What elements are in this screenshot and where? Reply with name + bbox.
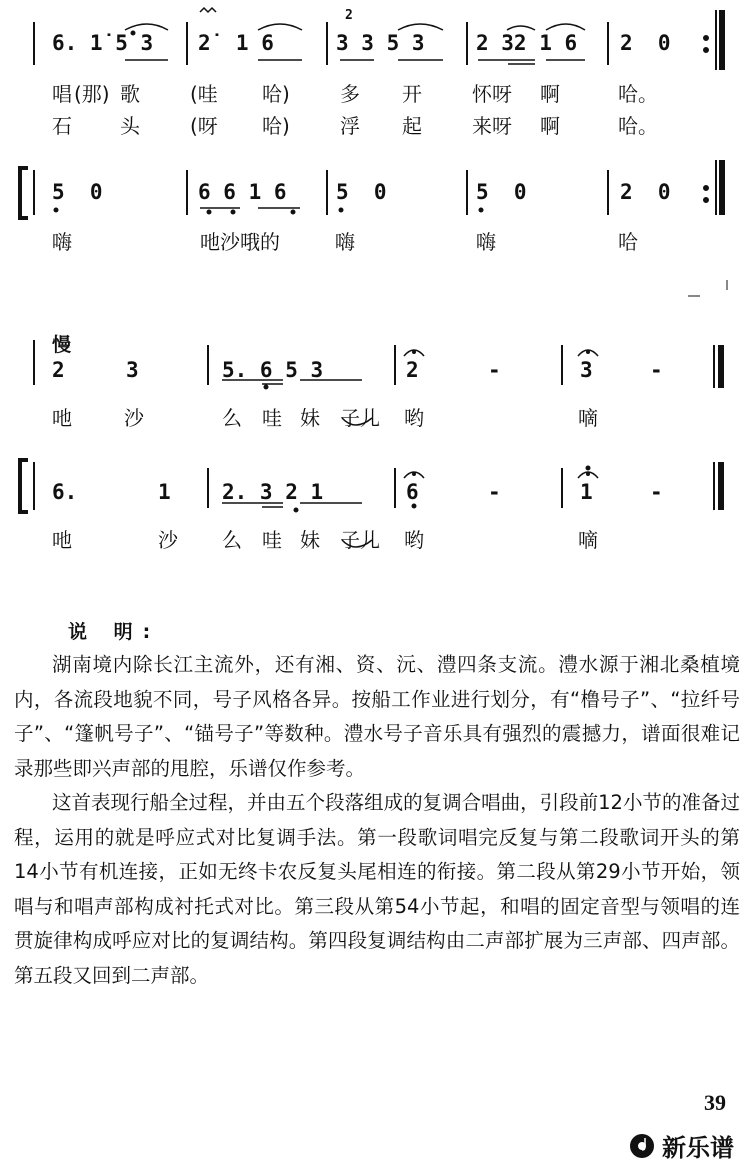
s2-upper-lyric: 子儿 bbox=[340, 406, 380, 430]
lyric-v1: (哇 bbox=[190, 82, 218, 106]
lyric-v2: (呀 bbox=[190, 114, 218, 138]
lyric-lower: 吔沙哦的 bbox=[200, 230, 280, 254]
lyric-v1: 歌 bbox=[120, 82, 140, 106]
s2-lower-notes: 1 bbox=[158, 480, 171, 504]
explanation-paragraph: 湖南境内除长江主流外，还有湘、资、沅、澧四条支流。澧水源于湘北桑植境内，各流段地貌不同，号子风格各异。按船工作业进行划分，有“橹号子”、“拉纤号子”、“篷帆号子”、“锚号子”等数种。澧水号子音乐具有强烈的震撼力，谱面很难记录那些即兴声部的甩腔，乐谱仅作参考。 bbox=[14, 653, 740, 780]
s2-lower-notes: 6. bbox=[52, 480, 78, 504]
s2-upper-lyric: 哇 bbox=[262, 406, 282, 430]
page-number: 39 bbox=[704, 1090, 726, 1115]
lyric-v1: 唱 bbox=[52, 82, 72, 106]
measure-5-notes: 2 0 bbox=[620, 31, 671, 55]
s2-lower-notes: - bbox=[488, 480, 501, 504]
lyric-lower: 嗨 bbox=[335, 230, 355, 254]
watermark-text: 新乐谱 bbox=[662, 1134, 734, 1162]
s2-upper-lyric: 沙 bbox=[124, 406, 144, 430]
lyric-v1: 多 bbox=[340, 82, 360, 106]
s2-upper-notes: - bbox=[488, 358, 501, 382]
measure-1-notes: 6. 1̇ 5 3 bbox=[52, 31, 154, 55]
tempo-marking: 慢 bbox=[52, 334, 72, 356]
lyric-v1: 怀呀 bbox=[472, 82, 512, 106]
lyric-lower: 哈 bbox=[618, 230, 638, 254]
lower-measure-1-notes: 5 0 bbox=[52, 180, 103, 204]
lyric-v2: 啊 bbox=[540, 114, 560, 138]
s2-lower-notes: - bbox=[650, 480, 663, 504]
measure-3-notes: 3 3 5 3 bbox=[336, 31, 425, 55]
s2-upper-lyric: 哟 bbox=[404, 406, 424, 430]
s2-lower-notes: 1 bbox=[580, 480, 593, 504]
s2-lower-lyric: 妹 bbox=[300, 528, 320, 552]
lyric-v2: 来呀 bbox=[472, 114, 512, 138]
lyric-v2: 哈。 bbox=[618, 114, 658, 138]
lyric-v1: 开 bbox=[402, 82, 422, 106]
explanation-heading: 说 明: bbox=[68, 621, 161, 643]
lyric-v2: 头 bbox=[120, 114, 140, 138]
s2-upper-notes: 5. 6 5 3 bbox=[222, 358, 324, 382]
lyric-v1: 哈) bbox=[262, 82, 290, 106]
s2-lower-notes: 6 bbox=[406, 480, 419, 504]
s2-lower-lyric: 哇 bbox=[262, 528, 282, 552]
s2-lower-notes: 2. 3 2 1 bbox=[222, 480, 324, 504]
s2-upper-notes: - bbox=[650, 358, 663, 382]
music-disc-icon bbox=[628, 1132, 656, 1160]
lower-measure-5-notes: 2 0 bbox=[620, 180, 671, 204]
lyric-lower: 嗨 bbox=[52, 230, 72, 254]
s2-lower-lyric: 么 bbox=[222, 528, 242, 552]
site-watermark bbox=[628, 1128, 734, 1163]
lyric-v1: (那) bbox=[74, 82, 110, 106]
s2-lower-lyric: 子儿 bbox=[340, 528, 380, 552]
lower-measure-3-notes: 5 0 bbox=[336, 180, 387, 204]
s2-upper-lyric: 吔 bbox=[52, 406, 72, 430]
s2-upper-notes: 2 bbox=[406, 358, 419, 382]
lyric-v1: 哈。 bbox=[618, 82, 658, 106]
measure-2-notes: 2̇ 1 6 bbox=[198, 31, 274, 55]
lyric-v2: 哈) bbox=[262, 114, 290, 138]
s2-lower-lyric: 哟 bbox=[404, 528, 424, 552]
lower-measure-4-notes: 5 0 bbox=[476, 180, 527, 204]
explanation-paragraph: 这首表现行船全过程，并由五个段落组成的复调合唱曲，引段前12小节的准备过程，运用的就是呼应式对比复调手法。第一段歌词唱完反复与第二段歌词开头的第14小节有机连接，正如无终卡农反复头尾相连的衔接。第二段从第29小节开始，领唱与和唱声部构成衬托式对比。第三段从第54小节起，和唱的固定音型与领唱的连贯旋律构成呼应对比的复调结构。第四段复调结构由二声部扩展为三声部、四声部。第五段又回到二声部。 bbox=[14, 791, 740, 987]
s2-upper-lyric: 妹 bbox=[300, 406, 320, 430]
s2-upper-lyric: 么 bbox=[222, 406, 242, 430]
lyric-v2: 起 bbox=[402, 114, 422, 138]
lyric-v2: 石 bbox=[52, 114, 72, 138]
explanation-section bbox=[14, 617, 740, 993]
s2-upper-notes: 3 bbox=[580, 358, 593, 382]
s2-upper-lyric: 嘀 bbox=[578, 406, 598, 430]
lyric-lower: 嗨 bbox=[476, 230, 496, 254]
s2-lower-lyric: 吔 bbox=[52, 528, 72, 552]
grace-note: 2 bbox=[345, 8, 353, 23]
s2-lower-lyric: 嘀 bbox=[578, 528, 598, 552]
lyric-v1: 啊 bbox=[540, 82, 560, 106]
s2-lower-lyric: 沙 bbox=[158, 528, 178, 552]
s2-upper-notes: 2 bbox=[52, 358, 65, 382]
lyric-v2: 浮 bbox=[340, 114, 360, 138]
measure-4-notes: 2 32 1 6 bbox=[476, 31, 578, 55]
s2-upper-notes: 3 bbox=[126, 358, 139, 382]
lower-measure-2-notes: 6 6 1 6 bbox=[198, 180, 287, 204]
